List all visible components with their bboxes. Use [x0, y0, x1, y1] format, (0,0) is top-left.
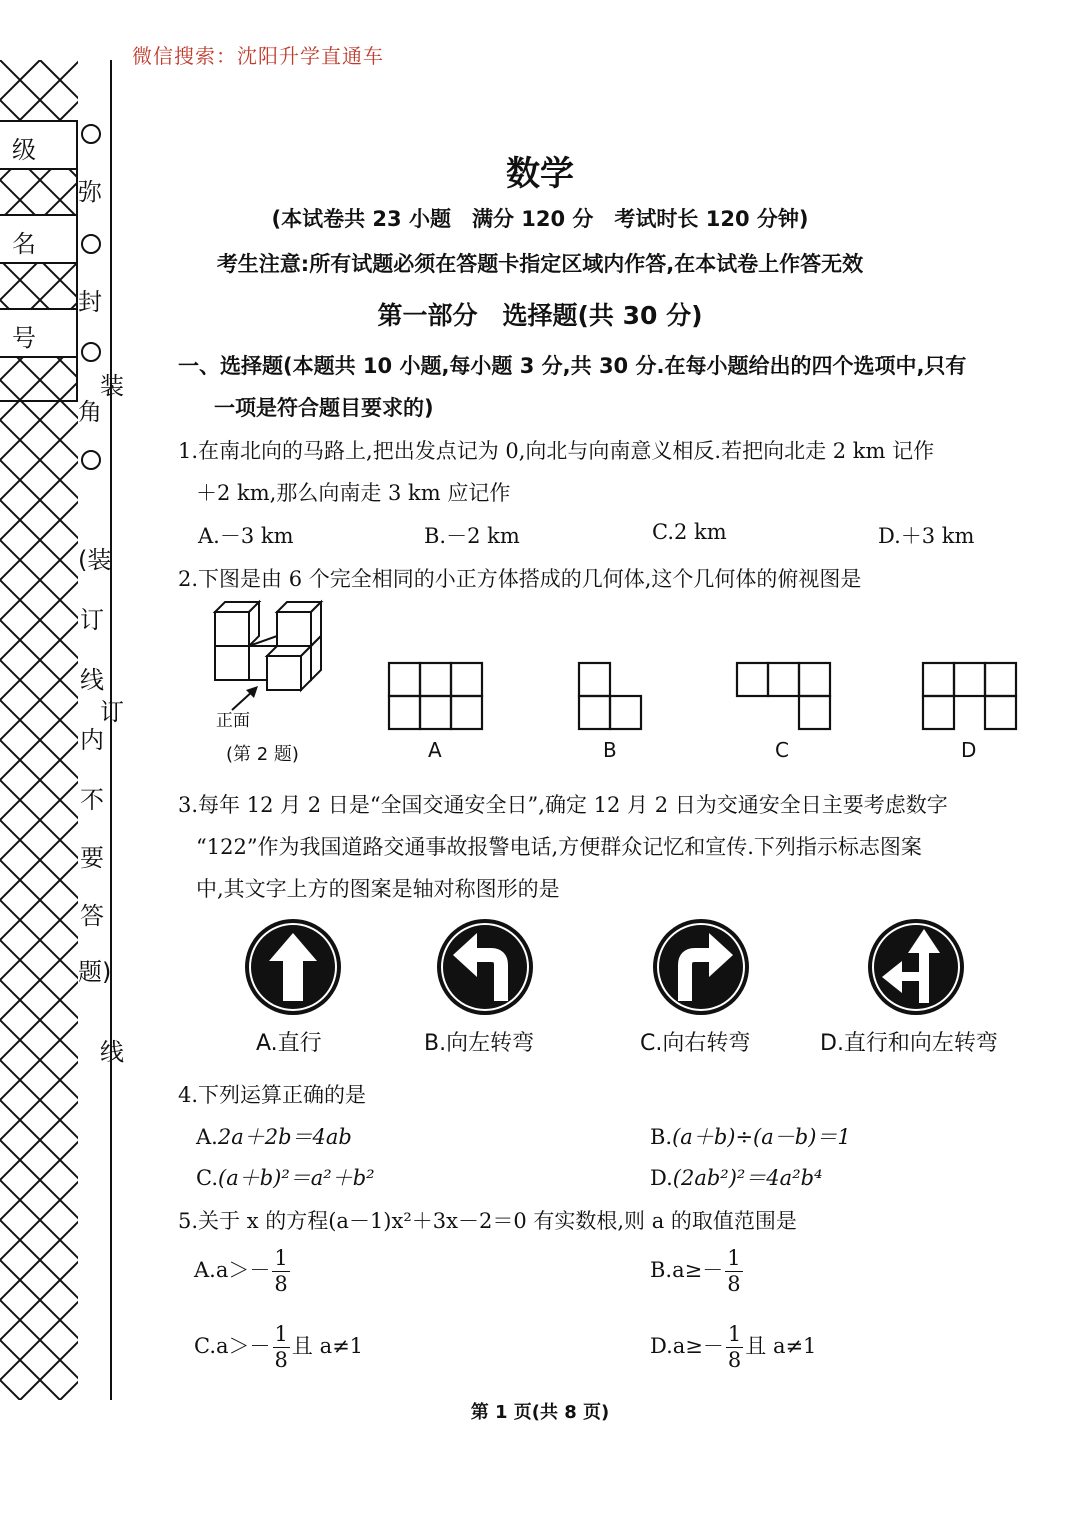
name-label: 名: [12, 230, 36, 258]
question-5: 5.关于 x 的方程(a－1)x²＋3x－2＝0 有实数根,则 a 的取值范围是: [178, 1209, 797, 1233]
binding-char: 线: [80, 666, 104, 694]
binding-circle: [81, 450, 101, 470]
binding-char: (装: [78, 546, 112, 574]
option-expression: (a＋b)÷(a－b)＝1: [672, 1125, 851, 1149]
watermark: 微信搜索：沈阳升学直通车: [132, 44, 384, 68]
question-1: 1.在南北向的马路上,把出发点记为 0,向北与向南意义相反.若把向北走 2 km 记作: [178, 439, 935, 463]
binding-char: 题): [78, 958, 112, 986]
fraction-denominator: 8: [274, 1272, 288, 1296]
option-text: A.a＞－: [194, 1258, 271, 1282]
fraction-numerator: 1: [274, 1246, 288, 1270]
fraction-numerator: 1: [727, 1246, 741, 1270]
option-prefix: A.: [196, 1125, 218, 1149]
binding-char: 订: [80, 606, 104, 634]
q1-option-a: A.－3 km: [198, 524, 294, 548]
straight-and-left-sign-icon: [866, 917, 966, 1017]
turn-right-sign-icon: [651, 917, 751, 1017]
option-prefix: D.: [650, 1166, 673, 1190]
q4-option-d: [650, 1162, 822, 1192]
question-3-cont: “122”作为我国道路交通事故报警电话,方便群众记忆和宣传.下列指示标志图案: [196, 835, 922, 859]
q5-option-c: [194, 1324, 363, 1371]
q2-view-c-label: C: [775, 738, 789, 762]
q1-option-d: D.＋3 km: [878, 524, 975, 548]
q4-option-c: [196, 1162, 375, 1192]
option-expression: (2ab²)²＝4a²b⁴: [672, 1166, 823, 1190]
part-heading: 第一部分 选择题(共 30 分): [377, 301, 703, 330]
cube-solid-figure: [205, 598, 325, 698]
question-1-cont: ＋2 km,那么向南走 3 km 应记作: [196, 481, 511, 505]
sign-label-c: C.向右转弯: [640, 1031, 751, 1056]
binding-char: 不: [80, 786, 104, 814]
fraction: [726, 1324, 743, 1371]
fraction: [725, 1248, 742, 1295]
question-3: 3.每年 12 月 2 日是“全国交通安全日”,确定 12 月 2 日为交通安全日主要考虑数字: [178, 793, 948, 817]
binding-char: 线: [100, 1038, 124, 1066]
binding-char: 装: [100, 372, 124, 400]
section-heading-cont: 一项是符合题目要求的): [214, 396, 434, 420]
option-text: B.a≥－: [650, 1258, 724, 1282]
turn-left-sign-icon: [435, 917, 535, 1017]
binding-char: 内: [80, 726, 104, 754]
sign-label-d: D.直行和向左转弯: [820, 1031, 998, 1056]
q2-view-a: [388, 662, 484, 730]
page-title: 数学: [506, 154, 574, 194]
q2-view-d-label: D: [961, 738, 977, 762]
binding-circle: [81, 342, 101, 362]
q1-option-c: C.2 km: [652, 520, 727, 544]
page-footer: 第 1 页(共 8 页): [470, 1402, 610, 1423]
exam-info: (本试卷共 23 小题 满分 120 分 考试时长 120 分钟): [271, 207, 809, 231]
fraction: [273, 1324, 290, 1371]
option-prefix: C.: [196, 1166, 218, 1190]
fraction-numerator: 1: [274, 1322, 288, 1346]
sign-label-b: B.向左转弯: [424, 1031, 535, 1056]
exam-notice: 考生注意:所有试题必须在答题卡指定区域内作答,在本试卷上作答无效: [216, 252, 864, 276]
sign-label-a: A.直行: [256, 1031, 322, 1056]
straight-arrow-sign-icon: [243, 917, 343, 1017]
q2-view-b: [578, 662, 644, 730]
q2-view-c: [736, 662, 832, 730]
option-expression: 2a＋2b＝4ab: [217, 1125, 352, 1149]
q5-option-a: [194, 1248, 292, 1295]
q5-option-d: [650, 1324, 816, 1371]
q2-view-b-label: B: [603, 738, 617, 762]
option-prefix: B.: [650, 1125, 673, 1149]
q4-option-a: [196, 1121, 352, 1151]
question-4: 4.下列运算正确的是: [178, 1083, 367, 1107]
fraction-denominator: 8: [274, 1348, 288, 1372]
figure-2-caption: (第 2 题): [226, 744, 299, 765]
section-heading: 一、选择题(本题共 10 小题,每小题 3 分,共 30 分.在每小题给出的四个选项中,只有: [178, 354, 967, 378]
binding-circle: [81, 124, 101, 144]
front-label: 正面: [216, 711, 250, 731]
option-text: 且 a≠1: [745, 1334, 817, 1358]
option-expression: (a＋b)²＝a²＋b²: [218, 1166, 375, 1190]
binding-char: 封: [78, 288, 102, 316]
fraction-denominator: 8: [727, 1272, 741, 1296]
binding-char: 订: [100, 698, 124, 726]
question-2: 2.下图是由 6 个完全相同的小正方体搭成的几何体,这个几何体的俯视图是: [178, 567, 862, 591]
question-3-cont2: 中,其文字上方的图案是轴对称图形的是: [196, 877, 560, 901]
q2-view-a-label: A: [428, 738, 442, 762]
fraction: [272, 1248, 289, 1295]
option-text: 且 a≠1: [291, 1334, 364, 1358]
option-text: C.a＞－: [194, 1334, 271, 1358]
fraction-denominator: 8: [727, 1348, 742, 1372]
q1-option-b: B.－2 km: [424, 524, 520, 548]
fraction-numerator: 1: [727, 1322, 742, 1346]
class-label: 级: [12, 136, 36, 164]
binding-char: 要: [80, 844, 104, 872]
q5-option-b: [650, 1248, 745, 1295]
number-label: 号: [12, 324, 36, 352]
binding-char: 答: [80, 902, 104, 930]
binding-char: 角: [78, 398, 102, 426]
binding-char: 弥: [78, 178, 102, 206]
q4-option-b: [650, 1121, 851, 1151]
option-text: D.a≥－: [650, 1334, 724, 1358]
q2-view-d: [922, 662, 1018, 730]
